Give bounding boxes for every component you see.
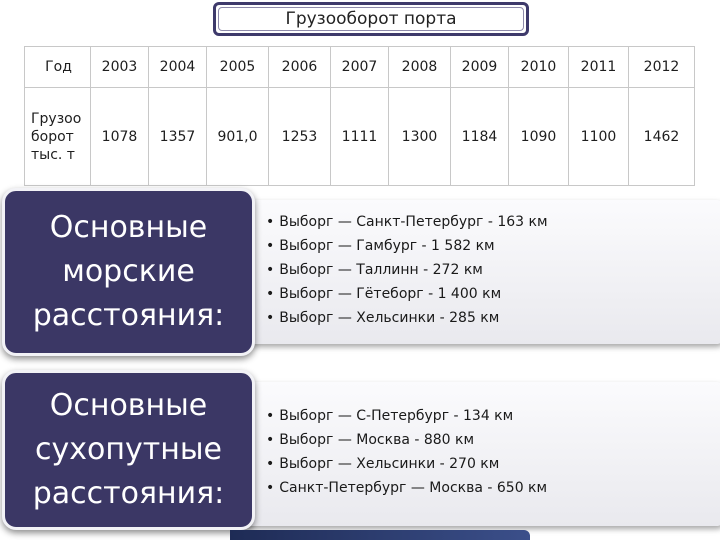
list-item: • Выборг — Москва - 880 км	[266, 428, 547, 452]
land-distances-heading	[33, 384, 225, 516]
footer-strip	[230, 530, 530, 540]
value-header-line: тыс. т	[31, 146, 75, 163]
page-title: Грузооборот порта	[218, 7, 524, 31]
heading-line: расстояния:	[32, 476, 225, 511]
year-cell: 2007	[331, 47, 389, 88]
heading-line: Основные	[49, 210, 208, 245]
list-item: • Выборг — Гётеборг - 1 400 км	[266, 282, 548, 306]
land-distances-list	[266, 404, 547, 500]
heading-line: расстояния:	[32, 298, 225, 333]
year-cell: 2008	[389, 47, 451, 88]
list-item: • Выборг — Хельсинки - 285 км	[266, 306, 548, 330]
value-cell: 1111	[331, 88, 389, 186]
list-item: • Выборг — Гамбург - 1 582 км	[266, 234, 548, 258]
value-cell: 1357	[149, 88, 207, 186]
value-cell: 1300	[389, 88, 451, 186]
title-box	[213, 2, 529, 36]
table-row-values	[25, 88, 695, 186]
year-cell: 2011	[569, 47, 629, 88]
cargo-table	[24, 46, 695, 186]
heading-line: сухопутные	[35, 432, 222, 467]
value-header-line: борот	[31, 128, 74, 145]
year-cell: 2004	[149, 47, 207, 88]
value-header	[25, 88, 91, 186]
value-cell: 901,0	[207, 88, 269, 186]
value-cell: 1100	[569, 88, 629, 186]
value-cell: 1090	[509, 88, 569, 186]
list-item: • Выборг — Санкт-Петербург - 163 км	[266, 210, 548, 234]
list-item: • Выборг — Таллинн - 272 км	[266, 258, 548, 282]
year-cell: 2005	[207, 47, 269, 88]
sea-distances-list	[266, 210, 548, 330]
heading-line: морские	[62, 254, 195, 289]
year-cell: 2012	[629, 47, 695, 88]
sea-distances-card	[2, 188, 255, 356]
heading-line: Основные	[49, 388, 208, 423]
list-item: • Выборг — Хельсинки - 270 км	[266, 452, 547, 476]
sea-distances-panel	[230, 200, 720, 344]
value-cell: 1253	[269, 88, 331, 186]
land-distances-panel	[230, 382, 720, 526]
year-cell: 2009	[451, 47, 509, 88]
year-header: Год	[25, 47, 91, 88]
year-cell: 2006	[269, 47, 331, 88]
value-cell: 1462	[629, 88, 695, 186]
year-cell: 2010	[509, 47, 569, 88]
list-item: • Санкт-Петербург — Москва - 650 км	[266, 476, 547, 500]
sea-distances-heading	[33, 206, 225, 338]
land-distances-card	[2, 370, 255, 530]
year-cell: 2003	[91, 47, 149, 88]
value-cell: 1078	[91, 88, 149, 186]
value-header-line: Грузоо	[31, 110, 82, 127]
table-row-years	[25, 47, 695, 88]
list-item: • Выборг — С-Петербург - 134 км	[266, 404, 547, 428]
value-cell: 1184	[451, 88, 509, 186]
